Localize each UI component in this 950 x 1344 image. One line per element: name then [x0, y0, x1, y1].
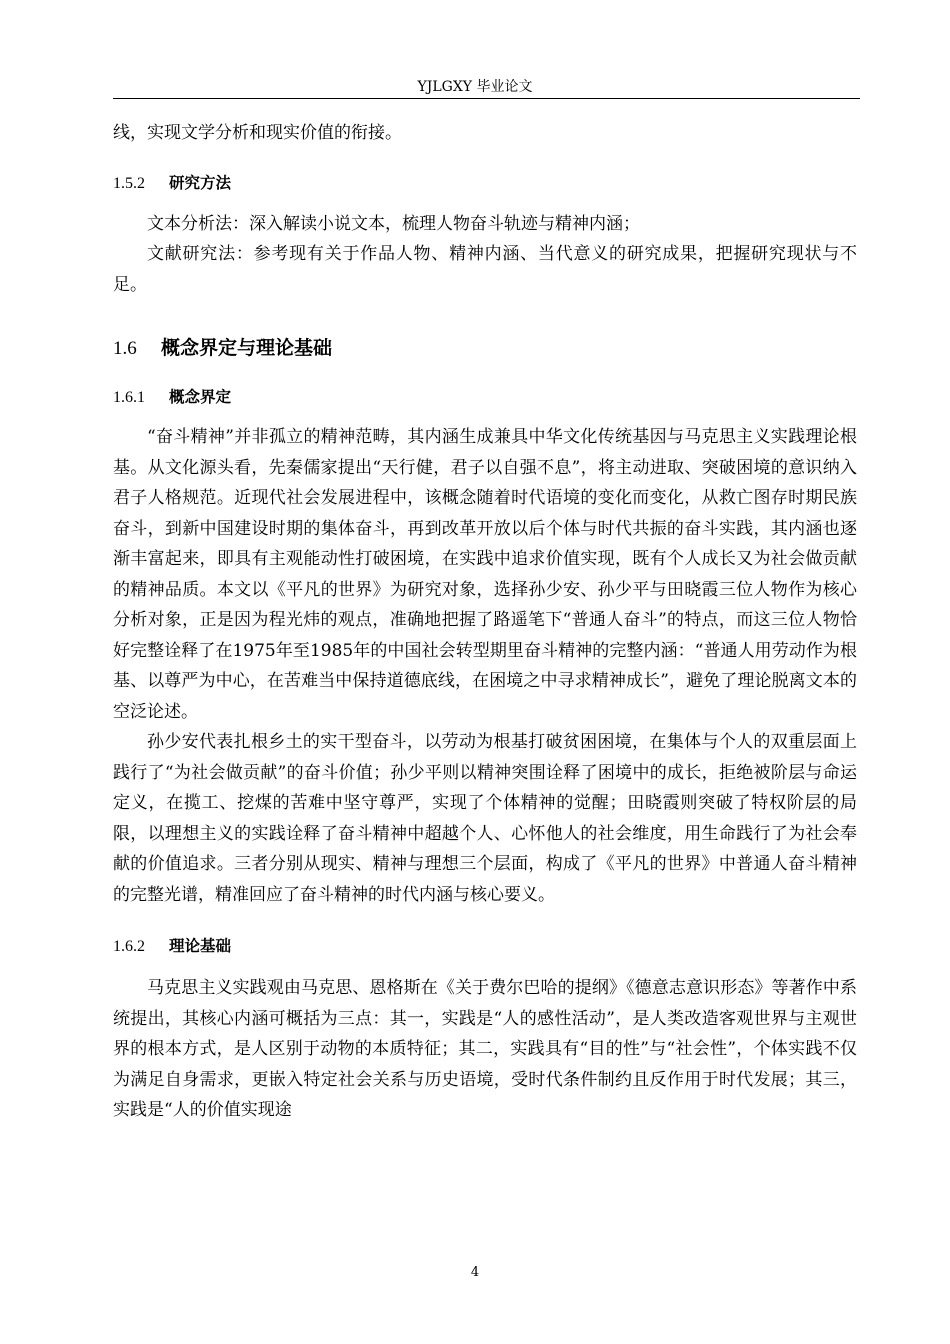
concept-paragraph-2: 孙少安代表扎根乡土的实干型奋斗，以劳动为根基打破贫困困境，在集体与个人的双重层面上践行了“为社会做贡献”的奋斗价值；孙少平则以精神突围诠释了困境中的成长，拒绝被阶层与命运定义，在揽工、挖煤的苦难中坚守尊严，实现了个体精神的觉醒；田晓霞则突破了特权阶层的局限，以理想主义的实践诠释了奋斗精神中超越个人、心怀他人的社会维度，用生命践行了为社会奉献的价值追求。三者分别从现实、精神与理想三个层面，构成了《平凡的世界》中普通人奋斗精神的完整光谱，精准回应了奋斗精神的时代内涵与核心要义。: [113, 732, 857, 905]
page-content: [113, 118, 857, 1126]
section-number: 1.6.2: [113, 938, 145, 955]
method-paragraph-literature: 文献研究法：参考现有关于作品人物、精神内涵、当代意义的研究成果，把握研究现状与不足。: [113, 244, 857, 295]
section-number: 1.6.1: [113, 389, 145, 406]
section-heading-1-5-2: [113, 171, 857, 196]
section-heading-1-6-1: [113, 385, 857, 410]
page-number: 4: [470, 1265, 480, 1280]
section-heading-1-6: [113, 334, 857, 363]
theory-paragraph-1: 马克思主义实践观由马克思、恩格斯在《关于费尔巴哈的提纲》《德意志意识形态》等著作中系统提出，其核心内涵可概括为三点：其一，实践是“人的感性活动”，是人类改造客观世界与主观世界的根本方式，是人区别于动物的本质特征；其二，实践具有“目的性”与“社会性”，个体实践不仅为满足自身需求，更嵌入特定社会关系与历史语境，受时代条件制约且反作用于时代发展；其三，实践是“人的价值实现途: [113, 978, 857, 1120]
header-rule: [113, 98, 860, 99]
section-number: 1.6: [113, 338, 137, 359]
section-heading-1-6-2: [113, 934, 857, 959]
section-number: 1.5.2: [113, 174, 145, 192]
continuation-paragraph: 线，实现文学分析和现实价值的衔接。: [113, 123, 402, 143]
section-title: 研究方法: [169, 173, 232, 192]
concept-paragraph-1: “奋斗精神”并非孤立的精神范畴，其内涵生成兼具中华文化传统基因与马克思主义实践理论根基。从文化源头看，先秦儒家提出“天行健，君子以自强不息”，将主动进取、突破困境的意识纳入君子人格规范。近现代社会发展进程中，该概念随着时代语境的变化而变化，从救亡图存时期民族奋斗，到新中国建设时期的集体奋斗，再到改革开放以后个体与时代共振的奋斗实践，其内涵也逐渐丰富起来，即具有主观能动性打破困境，在实践中追求价值实现，既有个人成长又为社会做贡献的精神品质。本文以《平凡的世界》为研究对象，选择孙少安、孙少平与田晓霞三位人物作为核心分析对象，正是因为程光炜的观点，准确地把握了路遥笔下“普通人奋斗”的特点，而这三位人物恰好完整诠释了在1975年至1985年的中国社会转型期里奋斗精神的完整内涵：“普通人用劳动作为根基、以尊严为中心，在苦难当中保持道德底线，在困境之中寻求精神成长”，避免了理论脱离文本的空泛论述。: [113, 427, 857, 722]
section-title: 概念界定与理论基础: [161, 337, 333, 359]
section-title: 概念界定: [169, 388, 232, 406]
section-title: 理论基础: [169, 937, 232, 955]
method-paragraph-text-analysis: 文本分析法：深入解读小说文本，梳理人物奋斗轨迹与精神内涵；: [147, 213, 640, 234]
running-header: YJLGXY 毕业论文: [417, 79, 533, 95]
